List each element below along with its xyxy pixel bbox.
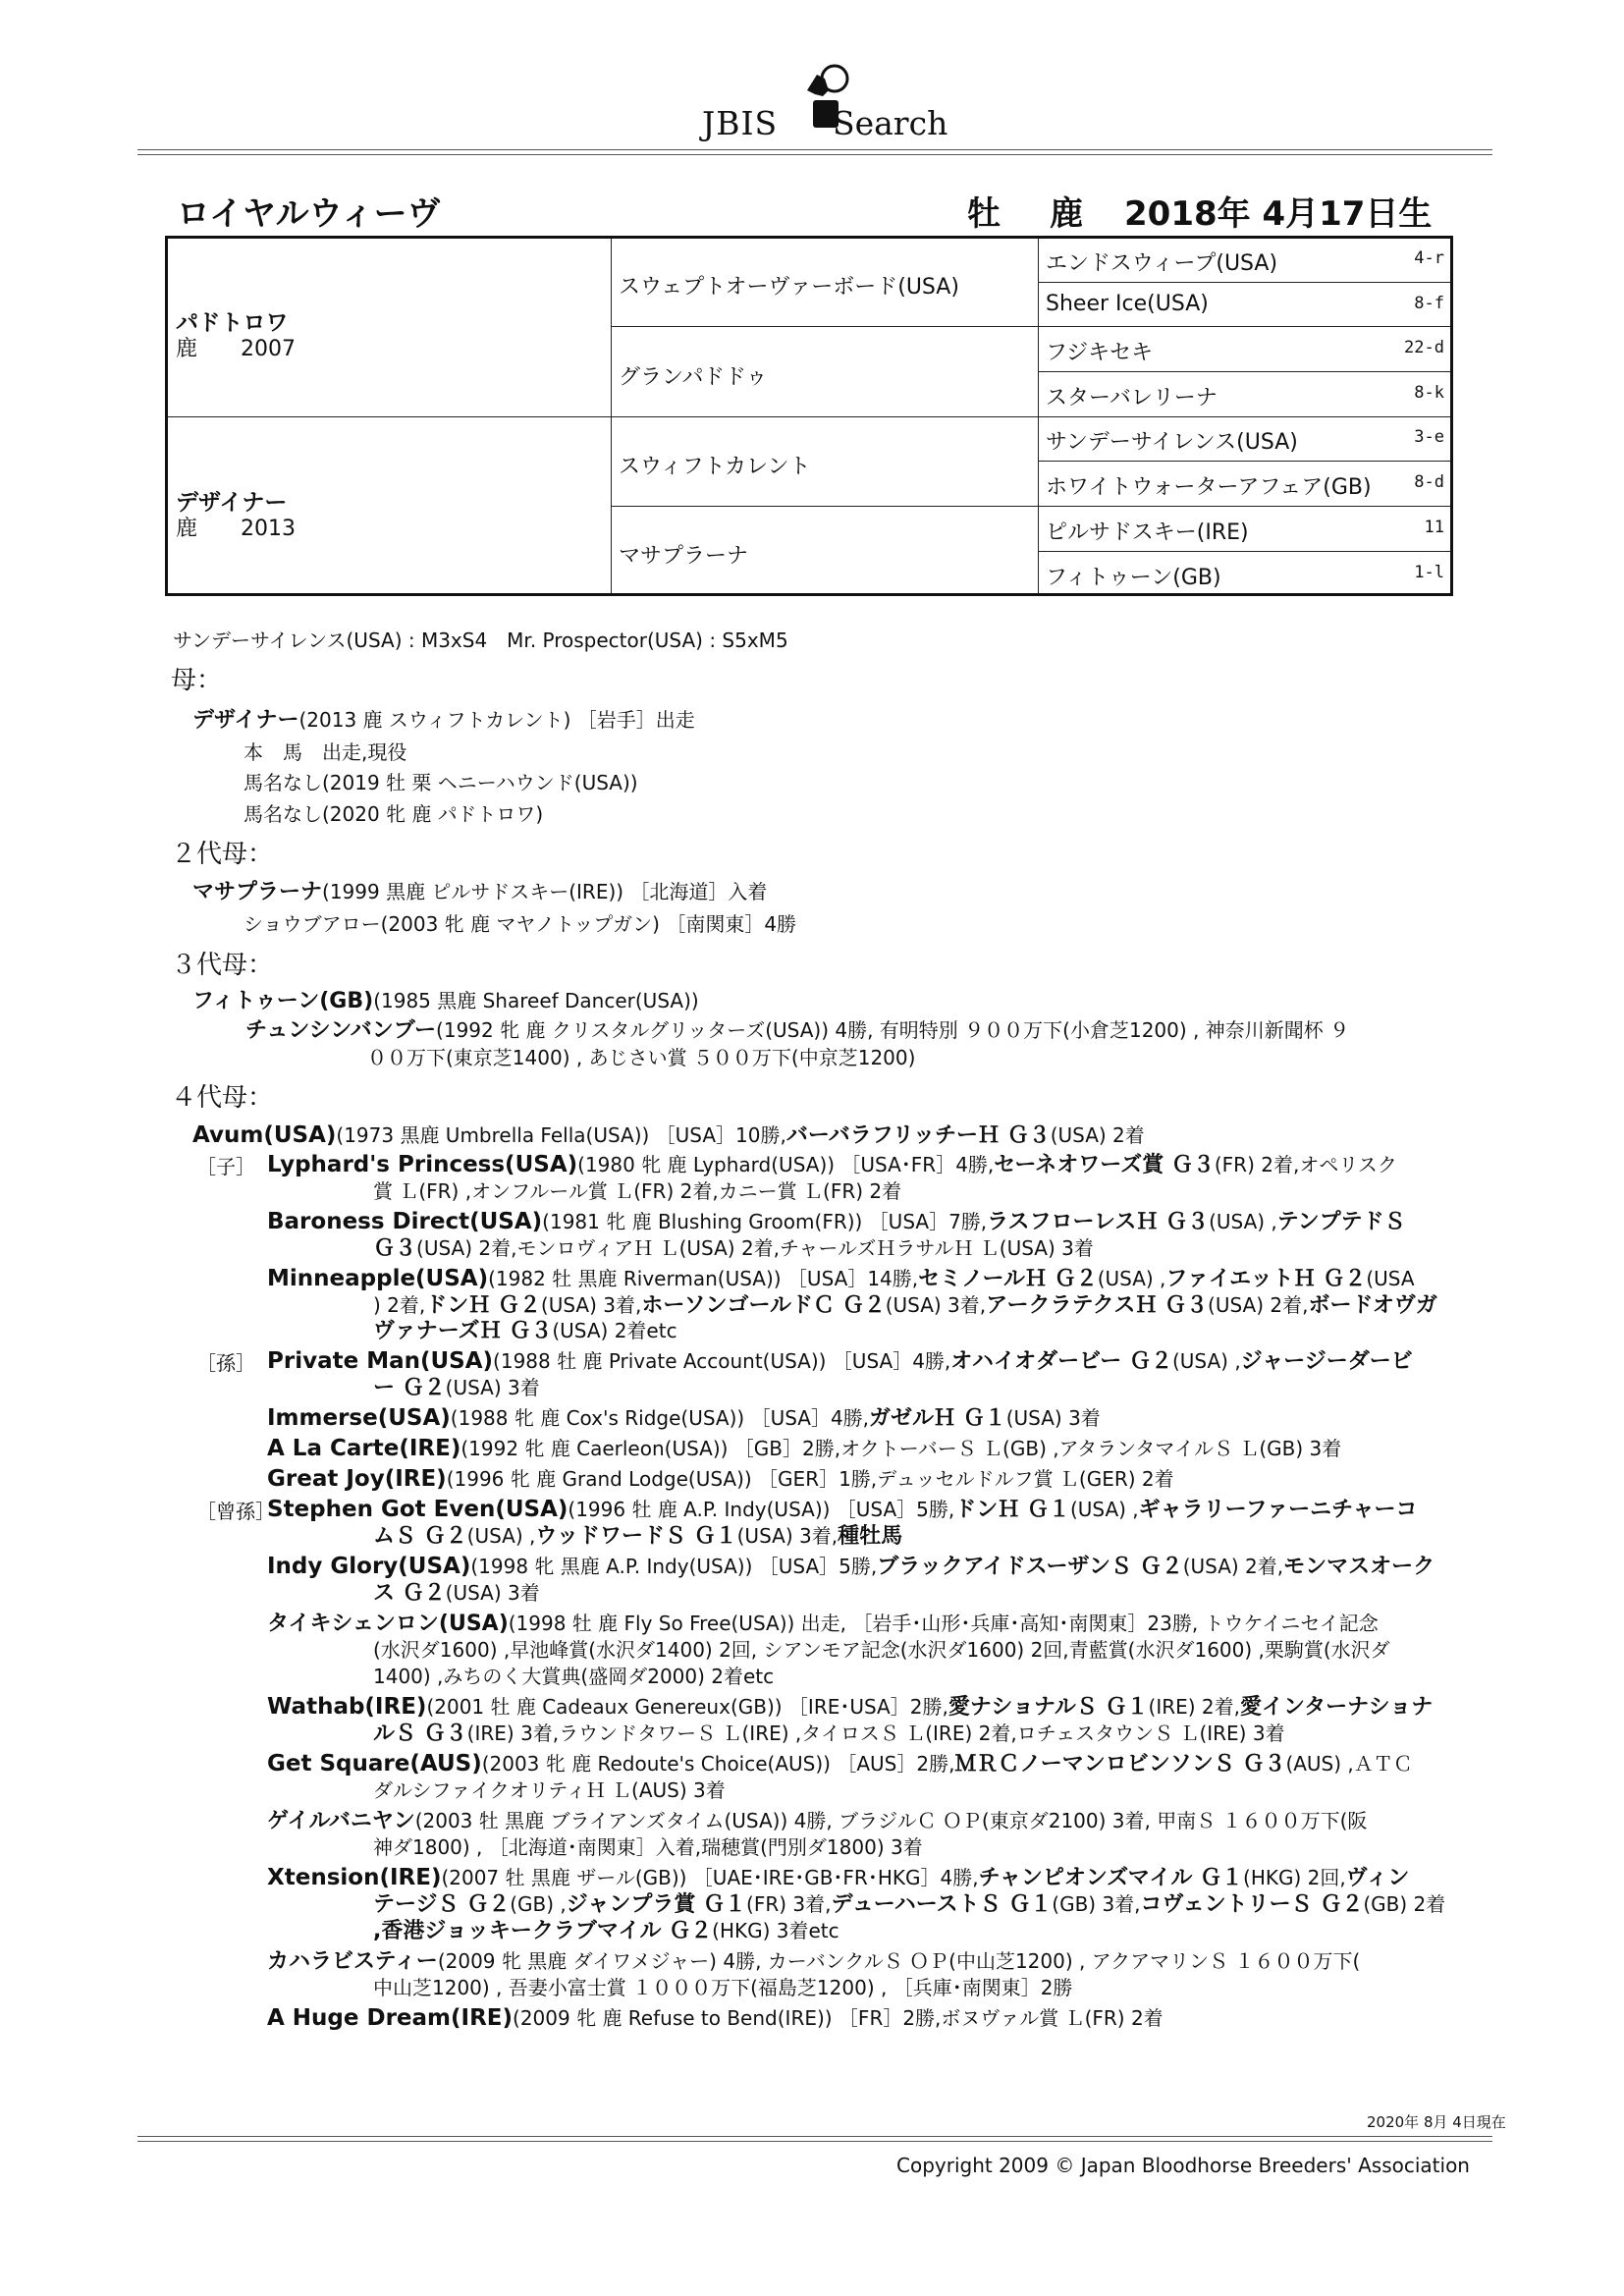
family-entry-race: モンマスオーク [1283,1555,1435,1579]
family-entry-detail: (2007 牡 黒鹿 ザール(GB)) ［UAE･IRE･GB･FR･HKG］4勝, [441,1866,979,1889]
family-entry-detail: (AUS) ,ＡＴＣ [1285,1752,1413,1776]
pedigree-divider [168,416,1450,417]
family-entry-detail: (1998 牝 黒鹿 A.P. Indy(USA)) ［USA］5勝, [470,1555,878,1578]
family-entry-race: テージＳ Ｇ２ [373,1892,511,1917]
family-entry-detail: (1982 牡 黒鹿 Riverman(USA)) ［USA］14勝, [488,1267,919,1290]
family-entry-detail: (USA) 2着, [1182,1555,1284,1578]
family-entry [267,1266,1415,1292]
family-entry-name: Avum(USA) [192,1122,337,1148]
family-entry [267,1694,1433,1721]
family-entry [267,1497,1417,1523]
family-entry-detail: (HKG) 2回, [1243,1866,1346,1889]
family-entry-continued: 神ダ1800) , ［北海道･南関東］入着,瑞穂賞(門別ダ1800) 3着 [373,1835,923,1859]
family-entry-continued [373,1375,540,1401]
family-entry-race: テンプテドＳ [1276,1210,1406,1234]
horse-title-row [177,187,1453,236]
pedigree-g3-name: ホワイトウォーターアフェア(GB) [1046,475,1372,500]
family-entry-detail: (USA) 2着 [1050,1123,1145,1147]
family-entry-race: 種牡馬 [838,1524,903,1549]
pedigree-divider [1038,371,1450,372]
family-entry-race: チャンピオンズマイル Ｇ１ [978,1866,1244,1890]
pedigree-divider [1038,282,1450,283]
as-of-date: 2020年 8月 4日現在 [1367,2113,1506,2131]
pedigree-g3-code: 3-e [1414,427,1444,447]
pedigree-g3-code: 4-r [1414,248,1444,268]
pedigree-g2-name: マサプラーナ [619,544,749,569]
section-heading: ３代母： [171,951,274,980]
pedigree-g3-code: 8-d [1414,472,1444,492]
horse-name: ロイヤルウィーヴ [177,194,441,234]
family-entry-detail: (USA) 2着, [1208,1293,1309,1317]
family-entry-continued: 中山芝1200) , 吾妻小富士賞 １０００万下(福島芝1200) , ［兵庫･南関東］2勝 [373,1976,1073,1999]
pedigree-g2-name: グランパドドゥ [619,365,768,390]
family-entry-race: ルＳ Ｇ３ [373,1722,467,1746]
family-entry [267,1751,1413,1777]
family-entry-detail: (USA) 2着,モンロヴィアＨ Ｌ(USA) 2着,チャールズＨラサルＨ Ｌ(USA) 3着 [416,1236,1094,1260]
family-entry [267,1554,1435,1580]
family-entry-detail: (1980 牝 鹿 Lyphard(USA)) ［USA･FR］4勝, [577,1153,995,1176]
family-entry-detail: (2003 牝 鹿 Redoute's Choice(AUS)) ［AUS］2勝, [481,1752,955,1776]
family-entry-name: デザイナー [192,708,299,733]
pedigree-g2-name: スウィフトカレント [619,455,811,479]
family-entry-detail: (USA) , [1069,1498,1139,1521]
family-entry-race: デューハーストＳ Ｇ１ [831,1892,1053,1917]
family-entry-name: チュンシンバンブー [245,1018,437,1043]
header-rule-bottom [137,154,1492,155]
pedigree-g3-name: エンドスウィープ(USA) [1046,251,1278,276]
pedigree-divider [1038,461,1450,462]
pedigree-g2-name: スウェプトオーヴァーボード(USA) [619,275,959,300]
family-entry-detail: (FR) 2着,オペリスク [1214,1153,1397,1176]
family-entry-detail: (USA) 2着etc [552,1319,677,1342]
family-entry-race: コヴェントリーＳ Ｇ２ [1140,1892,1364,1917]
family-entry-detail: (USA) 3着 [445,1376,540,1399]
family-entry-detail: (FR) 3着, [746,1892,832,1916]
family-entry-continued: 賞 Ｌ(FR) ,オンフルール賞 Ｌ(FR) 2着,カニー賞 Ｌ(FR) 2着 [373,1179,902,1203]
family-entry [267,1808,1367,1834]
family-entry-detail: (1988 牝 鹿 Cox's Ridge(USA)) ［USA］4勝, [450,1406,870,1430]
family-entry-continued: 1400) ,みちのく大賞典(盛岡ダ2000) 2着etc [373,1665,775,1688]
family-entry-race: セーネオワーズ賞 Ｇ３ [994,1153,1215,1177]
footer-rule-top [137,2136,1492,2137]
family-entry-detail: (USA) , [466,1524,536,1548]
family-entry [192,988,699,1014]
pedigree-divider [611,326,1450,327]
family-entry-detail: (GB) , [510,1892,567,1916]
section-heading: 母： [171,666,223,695]
family-entry-race: アークラテクスＨ Ｇ３ [986,1293,1209,1318]
horse-sex-color: 牡 鹿 [967,194,1091,234]
jbis-search-logo [687,61,948,149]
family-entry-name: タイキシェンロン(USA) [267,1612,509,1636]
family-entry-name: Xtension(IRE) [267,1865,442,1890]
family-entry-detail: (1985 黒鹿 Shareef Dancer(USA)) [373,989,699,1012]
family-entry-race: 愛ナショナルＳ Ｇ１ [947,1695,1149,1720]
family-entry-detail: (1992 牝 鹿 クリスタルグリッターズ(USA)) 4勝, 有明特別 ９００万下(小倉芝1200) , 神奈川新聞杯 ９ [436,1018,1350,1042]
family-entry-race: ジャンプラ賞 Ｇ１ [566,1892,747,1917]
family-entry-name: Indy Glory(USA) [267,1554,471,1579]
family-entry-name: Lyphard's Princess(USA) [267,1152,578,1177]
family-entry-name: マサプラーナ [192,880,323,904]
family-entry-race: ムＳ Ｇ２ [373,1524,467,1549]
family-entry-race: ー Ｇ２ [373,1376,446,1400]
family-entry-continued [373,1292,1437,1319]
pedigree-divider [611,506,1450,507]
dam-name: デザイナー [176,490,288,516]
family-entry: 馬名なし(2019 牡 栗 ヘニーハウンド(USA)) [244,771,638,794]
logo-search-text: Search [833,104,948,142]
pedigree-g3-name: スターバレリーナ [1046,386,1218,410]
family-entry [267,1209,1406,1235]
family-entry: 馬名なし(2020 牝 鹿 パドトロワ) [244,802,544,826]
pedigree-table [165,236,1453,596]
family-entry-name: Stephen Got Even(USA) [267,1497,568,1522]
generation-tag: ［孫］ [196,1351,255,1375]
family-entry [267,1611,1379,1637]
family-entry [267,1865,1409,1891]
logo-jbis-text: JBIS [702,104,779,142]
family-entry-detail: (1981 牝 鹿 Blushing Groom(FR)) ［USA］7勝, [542,1210,988,1233]
section-heading: ４代母： [171,1083,274,1113]
dam-color-year: 鹿 2013 [176,517,296,541]
family-entry [267,1348,1413,1375]
family-entry-detail: (IRE) 3着,ラウンドタワーＳ Ｌ(IRE) ,タイロスＳ Ｌ(IRE) 2着,ロチェスタウンＳ Ｌ(IRE) 3着 [466,1722,1285,1745]
family-entry-name: A La Carte(IRE) [267,1436,461,1461]
generation-tag: ［子］ [196,1155,255,1178]
family-entry [267,2005,1164,2031]
copyright-notice: Copyright 2009 © Japan Bloodhorse Breeders' Association [896,2154,1470,2177]
family-entry-detail: (1996 牡 鹿 A.P. Indy(USA)) ［USA］5勝, [568,1498,955,1521]
family-entry-race: Ｇ３ [373,1236,417,1261]
family-entry-continued [373,1918,839,1944]
family-entry-detail: (GB) 2着 [1363,1892,1446,1916]
family-entry-race: ドンＨ Ｇ２ [425,1293,541,1318]
family-entry-continued [373,1721,1285,1747]
family-entry-race: セミノールＨ Ｇ２ [918,1267,1098,1291]
section-heading: ２代母： [171,840,274,869]
family-entry-race: ス Ｇ２ [373,1581,446,1606]
family-entry-detail: (1992 牝 鹿 Caerleon(USA)) ［GB］2勝,オクトーバーＳ Ｌ(GB) ,アタランタマイルＳ Ｌ(GB) 3着 [460,1437,1342,1460]
family-entry [267,1436,1341,1461]
family-entry-detail: (1996 牝 鹿 Grand Lodge(USA)) ［GER］1勝,デュッセルドルフ賞 Ｌ(GER) 2着 [446,1467,1174,1491]
family-entry-continued: ００万下(東京芝1400) , あじさい賞 ５００万下(中京芝1200) [367,1046,916,1069]
family-entry-detail: (1973 黒鹿 Umbrella Fella(USA)) ［USA］10勝, [336,1123,786,1147]
family-entry-continued: ダルシファイクオリティＨ Ｌ(AUS) 3着 [373,1778,726,1802]
family-entry-race: ウッドワードＳ Ｇ１ [535,1524,737,1549]
family-entry-continued [373,1580,540,1607]
pedigree-g3-code: 8-f [1414,294,1444,313]
horse-birth-date: 2018年 4月17日生 [1124,194,1433,234]
family-entry-name: カハラビスティー [267,1949,438,1974]
family-entry-race: ジャージーダービ [1240,1349,1413,1374]
family-entry-race: ガゼルＨ Ｇ１ [869,1406,1006,1431]
family-entry [267,1466,1174,1492]
family-entry [192,707,695,734]
family-entry-race: ヴィン [1345,1866,1410,1890]
pedigree-g3-name: フィトゥーン(GB) [1046,566,1221,590]
family-entry-continued [373,1318,677,1344]
family-entry-race: ボードオヴガ [1308,1293,1437,1318]
header-rule-top [137,149,1492,150]
family-entry-race: オハイオダービー Ｇ２ [950,1349,1172,1374]
family-entry-detail: (2013 鹿 スウィフトカレント) ［岩手］出走 [298,708,695,732]
family-entry-race: 愛インターナショナ [1240,1695,1434,1720]
family-entry-race: ラスフローレスＨ Ｇ３ [987,1210,1210,1234]
family-entry [267,1405,1101,1432]
pedigree-g3-code: 8-k [1414,383,1444,403]
pedigree-g3-code: 11 [1424,518,1444,537]
family-entry [192,1122,1145,1149]
family-entry-detail: (GB) 3着, [1052,1892,1141,1916]
family-entry-race: ヴァナーズＨ Ｇ３ [373,1319,553,1343]
footer-rule-bottom [137,2141,1492,2142]
family-entry [192,879,767,905]
family-entry: 本 馬 出走,現役 [244,740,407,764]
family-entry-name: フィトゥーン(GB) [192,989,374,1013]
family-entry-detail: (USA) , [1209,1210,1277,1233]
family-entry-detail: (USA) , [1097,1267,1166,1290]
family-entry-continued: (水沢ダ1600) ,早池峰賞(水沢ダ1400) 2回, シアンモア記念(水沢ダ1600) 2回,青藍賞(水沢ダ1600) ,栗駒賞(水沢ダ [373,1638,1390,1662]
family-entry-name: Get Square(AUS) [267,1751,482,1777]
family-entry-name: Private Man(USA) [267,1348,494,1374]
family-entry-name: Minneapple(USA) [267,1266,489,1291]
family-entry-continued [373,1891,1445,1918]
family-entry-detail: (USA) 3着, [885,1293,987,1317]
family-entry-name: ゲイルバニヤン [267,1809,415,1833]
pedigree-g3-name: サンデーサイレンス(USA) [1046,430,1298,455]
family-entry-continued [373,1523,902,1550]
family-entry-detail: (1988 牡 鹿 Private Account(USA)) ［USA］4勝, [493,1349,951,1373]
family-entry-continued [373,1235,1094,1262]
family-entry-detail: (IRE) 2着, [1148,1695,1240,1719]
family-entry [267,1948,1360,1975]
family-entry-detail: ) 2着, [373,1293,426,1317]
family-entry-detail: (HKG) 3着etc [712,1919,839,1942]
family-entry-name: Baroness Direct(USA) [267,1209,543,1234]
family-entry-detail: (USA) , [1171,1349,1241,1373]
sire-color-year: 鹿 2007 [176,337,296,361]
generation-tag: ［曾孫］ [196,1500,275,1523]
family-entry-detail: (2009 牝 黒鹿 ダイワメジャー) 4勝, カーバンクルＳ ＯＰ(中山芝1200) , アクアマリンＳ １６００万下( [437,1949,1361,1973]
family-entry-race: ドンＨ Ｇ１ [954,1498,1070,1522]
pedigree-g3-name: ピルサドスキー(IRE) [1046,520,1249,545]
family-entry-name: A Huge Dream(IRE) [267,2005,514,2031]
family-entry-detail: (2003 牡 黒鹿 ブライアンズタイム(USA)) 4勝, ブラジルＣ ＯＰ(東京ダ2100) 3着, 甲南Ｓ １６００万下(阪 [414,1809,1368,1832]
family-entry-race: ＭＲＣノーマンロビンソンＳ Ｇ３ [954,1752,1286,1777]
family-entry-detail: (1998 牡 鹿 Fly So Free(USA)) 出走, ［岩手･山形･兵庫･高知･南関東］23勝, トウケイニセイ記念 [508,1612,1379,1635]
family-entry-detail: (USA) 3着 [1005,1406,1101,1430]
family-entry-detail: (USA [1366,1267,1415,1290]
family-entry-name: Great Joy(IRE) [267,1466,447,1492]
family-entry-name: Wathab(IRE) [267,1694,427,1720]
family-entry: ショウブアロー(2003 牝 鹿 マヤノトップガン) ［南関東］4勝 [244,912,797,936]
pedigree-g3-name: フジキセキ [1046,341,1154,365]
family-entry-detail: (USA) 3着, [540,1293,642,1317]
family-entry-race: ファイエットＨ Ｇ２ [1165,1267,1367,1291]
family-entry-detail: (1999 黒鹿 ピルサドスキー(IRE)) ［北海道］入着 [322,880,768,903]
pedigree-g3-code: 22-d [1404,338,1444,357]
family-entry-race: ブラックアイドスーザンＳ Ｇ２ [877,1555,1183,1579]
family-entry-detail: (2001 牡 鹿 Cadeaux Genereux(GB)) ［IRE･USA］2勝, [426,1695,948,1719]
pedigree-g3-code: 1-l [1414,563,1444,582]
family-entry-race: ,香港ジョッキークラブマイル Ｇ２ [373,1919,713,1943]
inbreeding-line: サンデーサイレンス(USA) : M3xS4 Mr. Prospector(USA) : S5xM5 [173,629,788,652]
pedigree-g3-name: Sheer Ice(USA) [1046,292,1209,316]
pedigree-divider [1038,551,1450,552]
family-entry-detail: (USA) 3着, [736,1524,839,1548]
family-entry-detail: (USA) 3着 [445,1581,540,1605]
family-entry-race: ホーソンゴールドＣ Ｇ２ [641,1293,886,1318]
sire-name: パドトロワ [176,310,289,336]
family-entry [245,1017,1349,1044]
family-entry-name: Immerse(USA) [267,1405,451,1431]
family-entry-race: バーバラフリッチーＨ Ｇ３ [785,1123,1051,1148]
family-entry-detail: (2009 牝 鹿 Refuse to Bend(IRE)) ［FR］2勝,ボヌヴァル賞 Ｌ(FR) 2着 [513,2006,1164,2030]
family-entry-race: ギャラリーファーニチャーコ [1138,1498,1418,1522]
family-entry [267,1152,1397,1178]
